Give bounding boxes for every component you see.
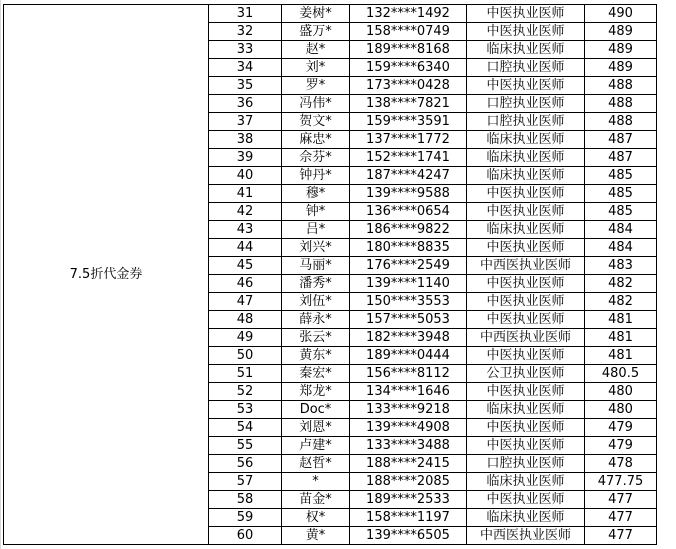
- phone-cell[interactable]: 150****3553: [350, 293, 467, 311]
- exam-type-cell[interactable]: 中医执业医师: [467, 239, 585, 257]
- phone-cell[interactable]: 139****4908: [350, 419, 467, 437]
- exam-type-cell[interactable]: 中医执业医师: [467, 437, 585, 455]
- name-cell[interactable]: 姜树*: [282, 5, 350, 23]
- exam-type-cell[interactable]: 中医执业医师: [467, 347, 585, 365]
- score-cell[interactable]: 482: [585, 275, 657, 293]
- name-cell[interactable]: 薛永*: [282, 311, 350, 329]
- name-cell[interactable]: 贺文*: [282, 113, 350, 131]
- rank-cell[interactable]: 54: [209, 419, 282, 437]
- name-cell[interactable]: 赵哲*: [282, 455, 350, 473]
- name-cell[interactable]: 刘恩*: [282, 419, 350, 437]
- name-cell[interactable]: 黄东*: [282, 347, 350, 365]
- phone-cell[interactable]: 189****0444: [350, 347, 467, 365]
- phone-cell[interactable]: 159****6340: [350, 59, 467, 77]
- exam-type-cell[interactable]: 中西医执业医师: [467, 329, 585, 347]
- exam-type-cell[interactable]: 中医执业医师: [467, 383, 585, 401]
- exam-type-cell[interactable]: 临床执业医师: [467, 131, 585, 149]
- score-cell[interactable]: 479: [585, 419, 657, 437]
- score-cell[interactable]: 481: [585, 311, 657, 329]
- rank-cell[interactable]: 56: [209, 455, 282, 473]
- exam-type-cell[interactable]: 临床执业医师: [467, 221, 585, 239]
- score-cell[interactable]: 484: [585, 221, 657, 239]
- name-cell[interactable]: *: [282, 473, 350, 491]
- exam-type-cell[interactable]: 中医执业医师: [467, 23, 585, 41]
- phone-cell[interactable]: 137****1772: [350, 131, 467, 149]
- name-cell[interactable]: 郑龙*: [282, 383, 350, 401]
- name-cell[interactable]: 麻忠*: [282, 131, 350, 149]
- rank-cell[interactable]: 40: [209, 167, 282, 185]
- exam-type-cell[interactable]: 临床执业医师: [467, 509, 585, 527]
- exam-type-cell[interactable]: 中医执业医师: [467, 491, 585, 509]
- rank-cell[interactable]: 58: [209, 491, 282, 509]
- name-cell[interactable]: 冯伟*: [282, 95, 350, 113]
- results-table-body: [4, 5, 657, 545]
- name-cell[interactable]: 刘兴*: [282, 239, 350, 257]
- score-cell[interactable]: 480: [585, 401, 657, 419]
- score-cell[interactable]: 482: [585, 293, 657, 311]
- score-cell[interactable]: 479: [585, 437, 657, 455]
- score-cell[interactable]: 478: [585, 455, 657, 473]
- phone-cell[interactable]: 176****2549: [350, 257, 467, 275]
- name-cell[interactable]: 盛万*: [282, 23, 350, 41]
- phone-cell[interactable]: 180****8835: [350, 239, 467, 257]
- name-cell[interactable]: Doc*: [282, 401, 350, 419]
- exam-type-cell[interactable]: 中医执业医师: [467, 293, 585, 311]
- name-cell[interactable]: 权*: [282, 509, 350, 527]
- exam-type-cell[interactable]: 中医执业医师: [467, 311, 585, 329]
- phone-cell[interactable]: 156****8112: [350, 365, 467, 383]
- score-cell[interactable]: 481: [585, 329, 657, 347]
- rank-cell[interactable]: 55: [209, 437, 282, 455]
- rank-cell[interactable]: 47: [209, 293, 282, 311]
- phone-cell[interactable]: 138****7821: [350, 95, 467, 113]
- exam-type-cell[interactable]: 中西医执业医师: [467, 527, 585, 545]
- score-cell[interactable]: 488: [585, 95, 657, 113]
- phone-cell[interactable]: 152****1741: [350, 149, 467, 167]
- rank-cell[interactable]: 32: [209, 23, 282, 41]
- name-cell[interactable]: 吕*: [282, 221, 350, 239]
- phone-cell[interactable]: 132****1492: [350, 5, 467, 23]
- rank-cell[interactable]: 33: [209, 41, 282, 59]
- rank-cell[interactable]: 35: [209, 77, 282, 95]
- rank-cell[interactable]: 48: [209, 311, 282, 329]
- grid-line: [0, 0, 1, 549]
- exam-type-cell[interactable]: 中西医执业医师: [467, 257, 585, 275]
- name-cell[interactable]: 黄*: [282, 527, 350, 545]
- score-cell[interactable]: 489: [585, 41, 657, 59]
- phone-cell[interactable]: 189****8168: [350, 41, 467, 59]
- rank-cell[interactable]: 38: [209, 131, 282, 149]
- rank-cell[interactable]: 44: [209, 239, 282, 257]
- name-cell[interactable]: 穆*: [282, 185, 350, 203]
- score-cell[interactable]: 487: [585, 149, 657, 167]
- phone-cell[interactable]: 158****0749: [350, 23, 467, 41]
- score-cell[interactable]: 485: [585, 167, 657, 185]
- phone-cell[interactable]: 189****2533: [350, 491, 467, 509]
- name-cell[interactable]: 佘芬*: [282, 149, 350, 167]
- score-cell[interactable]: 485: [585, 185, 657, 203]
- rank-cell[interactable]: 45: [209, 257, 282, 275]
- score-cell[interactable]: 477: [585, 527, 657, 545]
- score-cell[interactable]: 485: [585, 203, 657, 221]
- phone-cell[interactable]: 173****0428: [350, 77, 467, 95]
- score-cell[interactable]: 480: [585, 383, 657, 401]
- score-cell[interactable]: 488: [585, 113, 657, 131]
- name-cell[interactable]: 钟丹*: [282, 167, 350, 185]
- exam-type-cell[interactable]: 临床执业医师: [467, 41, 585, 59]
- rank-cell[interactable]: 60: [209, 527, 282, 545]
- rank-cell[interactable]: 43: [209, 221, 282, 239]
- score-cell[interactable]: 477: [585, 491, 657, 509]
- exam-type-cell[interactable]: 口腔执业医师: [467, 95, 585, 113]
- score-cell[interactable]: 488: [585, 77, 657, 95]
- exam-type-cell[interactable]: 临床执业医师: [467, 149, 585, 167]
- name-cell[interactable]: 刘*: [282, 59, 350, 77]
- phone-cell[interactable]: 134****1646: [350, 383, 467, 401]
- name-cell[interactable]: 刘伍*: [282, 293, 350, 311]
- exam-type-cell[interactable]: 公卫执业医师: [467, 365, 585, 383]
- name-cell[interactable]: 卢建*: [282, 437, 350, 455]
- name-cell[interactable]: 秦宏*: [282, 365, 350, 383]
- rank-cell[interactable]: 59: [209, 509, 282, 527]
- name-cell[interactable]: 苗金*: [282, 491, 350, 509]
- phone-cell[interactable]: 139****1140: [350, 275, 467, 293]
- score-cell[interactable]: 490: [585, 5, 657, 23]
- rank-cell[interactable]: 36: [209, 95, 282, 113]
- phone-cell[interactable]: 133****3488: [350, 437, 467, 455]
- rank-cell[interactable]: 53: [209, 401, 282, 419]
- exam-type-cell[interactable]: 中医执业医师: [467, 203, 585, 221]
- phone-cell[interactable]: 136****0654: [350, 203, 467, 221]
- phone-cell[interactable]: 159****3591: [350, 113, 467, 131]
- name-cell[interactable]: 张云*: [282, 329, 350, 347]
- phone-cell[interactable]: 139****9588: [350, 185, 467, 203]
- name-cell[interactable]: 钟*: [282, 203, 350, 221]
- exam-type-cell[interactable]: 中医执业医师: [467, 5, 585, 23]
- phone-cell[interactable]: 158****1197: [350, 509, 467, 527]
- phone-cell[interactable]: 182****3948: [350, 329, 467, 347]
- name-cell[interactable]: 罗*: [282, 77, 350, 95]
- exam-type-cell[interactable]: 中医执业医师: [467, 275, 585, 293]
- score-cell[interactable]: 480.5: [585, 365, 657, 383]
- rank-cell[interactable]: 57: [209, 473, 282, 491]
- rank-cell[interactable]: 39: [209, 149, 282, 167]
- exam-type-cell[interactable]: 临床执业医师: [467, 401, 585, 419]
- rank-cell[interactable]: 50: [209, 347, 282, 365]
- phone-cell[interactable]: 157****5053: [350, 311, 467, 329]
- rank-cell[interactable]: 46: [209, 275, 282, 293]
- table-row: [4, 5, 657, 23]
- name-cell[interactable]: 潘秀*: [282, 275, 350, 293]
- score-cell[interactable]: 481: [585, 347, 657, 365]
- rank-cell[interactable]: 41: [209, 185, 282, 203]
- phone-cell[interactable]: 188****2415: [350, 455, 467, 473]
- rank-cell[interactable]: 42: [209, 203, 282, 221]
- exam-type-cell[interactable]: 中医执业医师: [467, 419, 585, 437]
- exam-type-cell[interactable]: 口腔执业医师: [467, 455, 585, 473]
- rank-cell[interactable]: 31: [209, 5, 282, 23]
- name-cell[interactable]: 赵*: [282, 41, 350, 59]
- phone-cell[interactable]: 186****9822: [350, 221, 467, 239]
- exam-type-cell[interactable]: 中医执业医师: [467, 77, 585, 95]
- rank-cell[interactable]: 49: [209, 329, 282, 347]
- rank-cell[interactable]: 34: [209, 59, 282, 77]
- score-cell[interactable]: 489: [585, 59, 657, 77]
- phone-cell[interactable]: 188****2085: [350, 473, 467, 491]
- rank-cell[interactable]: 52: [209, 383, 282, 401]
- phone-cell[interactable]: 187****4247: [350, 167, 467, 185]
- phone-cell[interactable]: 139****6505: [350, 527, 467, 545]
- prize-group-cell[interactable]: 7.5折代金券: [4, 5, 209, 545]
- score-cell[interactable]: 477: [585, 509, 657, 527]
- score-cell[interactable]: 489: [585, 23, 657, 41]
- exam-type-cell[interactable]: 中医执业医师: [467, 185, 585, 203]
- phone-cell[interactable]: 133****9218: [350, 401, 467, 419]
- exam-type-cell[interactable]: 口腔执业医师: [467, 59, 585, 77]
- score-cell[interactable]: 483: [585, 257, 657, 275]
- score-cell[interactable]: 487: [585, 131, 657, 149]
- results-table: [3, 4, 657, 545]
- rank-cell[interactable]: 51: [209, 365, 282, 383]
- exam-type-cell[interactable]: 口腔执业医师: [467, 113, 585, 131]
- score-cell[interactable]: 477.75: [585, 473, 657, 491]
- rank-cell[interactable]: 37: [209, 113, 282, 131]
- name-cell[interactable]: 马丽*: [282, 257, 350, 275]
- exam-type-cell[interactable]: 临床执业医师: [467, 473, 585, 491]
- score-cell[interactable]: 484: [585, 239, 657, 257]
- exam-type-cell[interactable]: 临床执业医师: [467, 167, 585, 185]
